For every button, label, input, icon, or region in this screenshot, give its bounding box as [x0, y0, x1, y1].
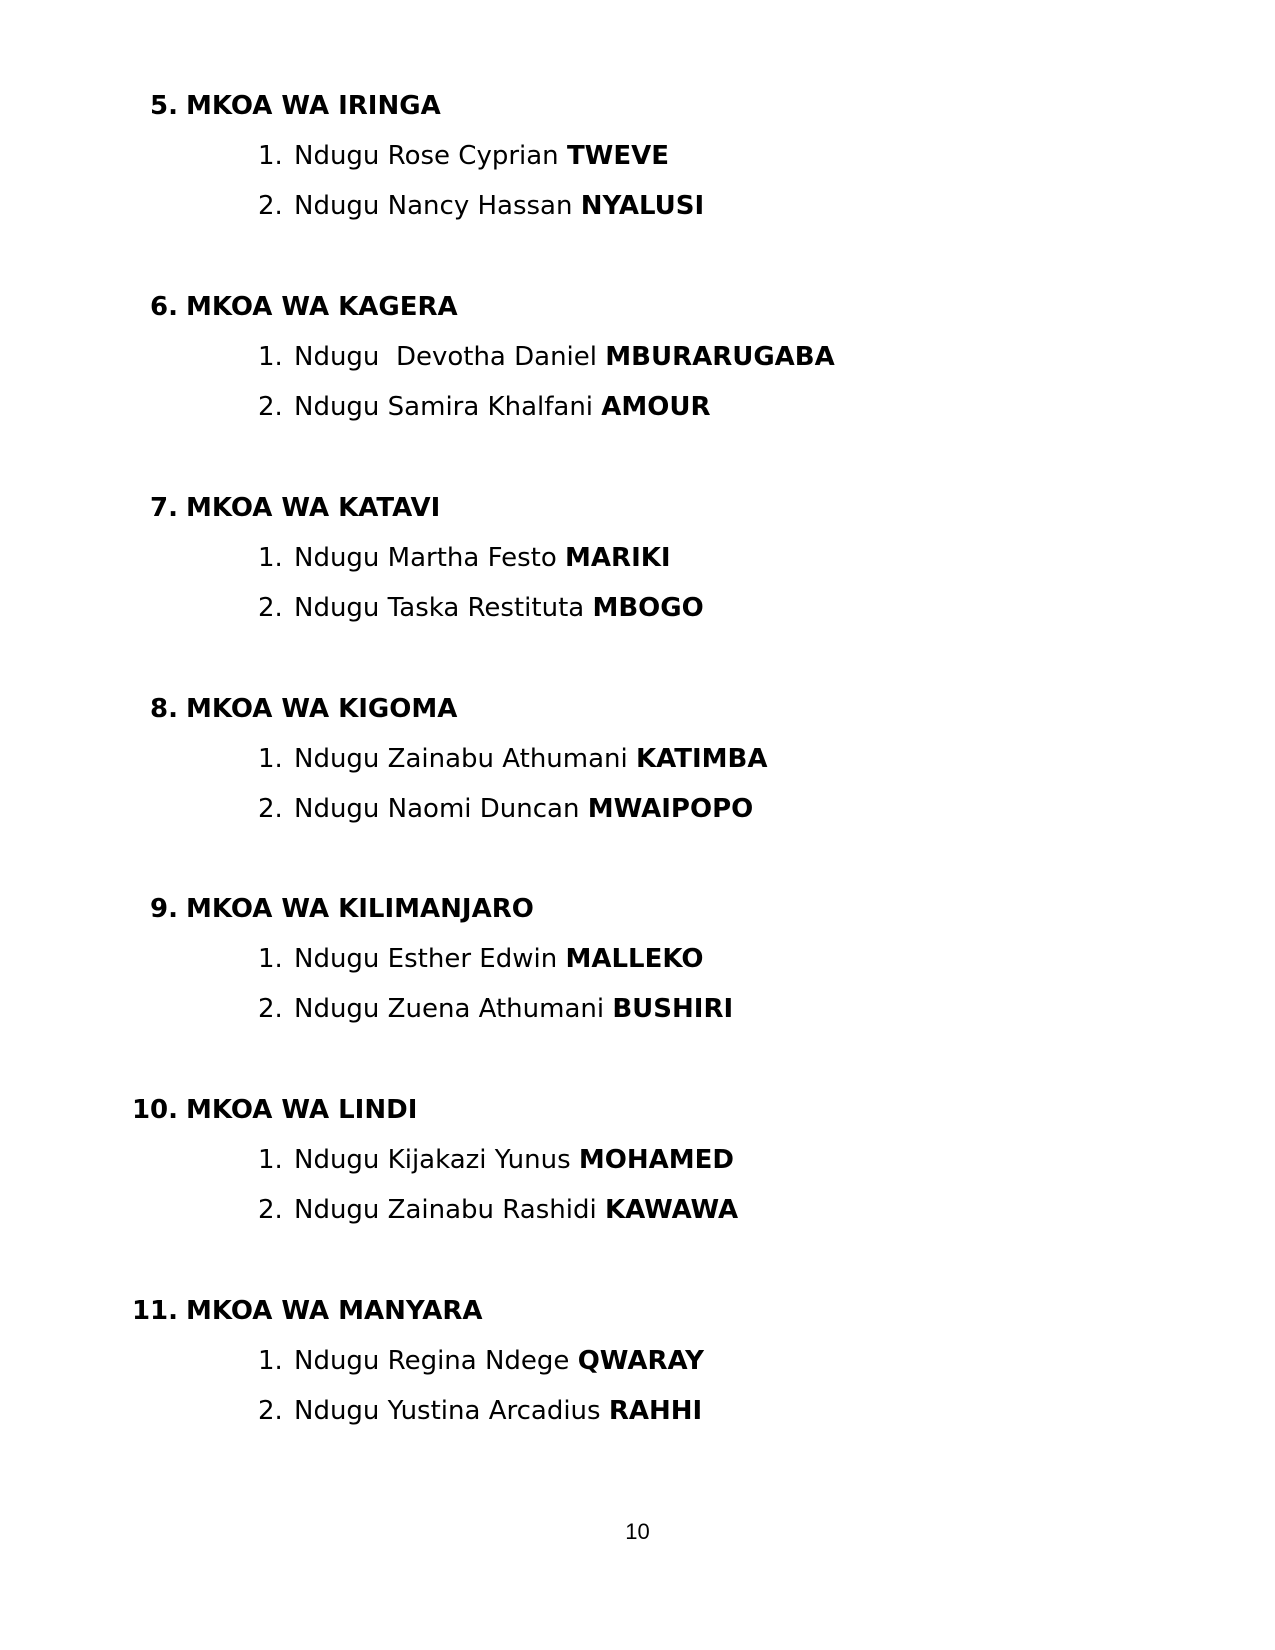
- region-number: 5.: [150, 91, 178, 121]
- member-item: [258, 390, 711, 424]
- member-surname: BUSHIRI: [612, 994, 734, 1024]
- member-given-name: Ndugu Regina Ndege: [294, 1346, 570, 1376]
- member-given-name: Ndugu Martha Festo: [294, 543, 557, 573]
- member-given-name: Ndugu Kijakazi Yunus: [294, 1145, 571, 1175]
- member-given-name: Ndugu Taska Restituta: [294, 593, 585, 623]
- member-surname: MARIKI: [565, 543, 671, 573]
- member-given-name: Ndugu Samira Khalfani: [294, 392, 594, 422]
- region-title: MKOA WA MANYARA: [186, 1296, 483, 1326]
- member-index: 1.: [258, 1145, 283, 1175]
- member-given-name: Ndugu Nancy Hassan: [294, 191, 573, 221]
- region-number: 10.: [131, 1095, 178, 1125]
- member-given-name: Ndugu Rose Cyprian: [294, 141, 559, 171]
- member-index: 2.: [258, 994, 283, 1024]
- region-title: MKOA WA KIGOMA: [186, 694, 458, 724]
- member-item: [258, 1193, 738, 1227]
- member-item: [258, 541, 671, 575]
- member-surname: KAWAWA: [604, 1195, 739, 1225]
- member-surname: MWAIPOPO: [587, 794, 754, 824]
- member-item: [258, 591, 704, 625]
- member-surname: TWEVE: [566, 141, 669, 171]
- member-index: 2.: [258, 1195, 283, 1225]
- member-item: [258, 1394, 702, 1428]
- member-index: 1.: [258, 1346, 283, 1376]
- member-given-name: Ndugu Zuena Athumani: [294, 994, 605, 1024]
- region-heading: [110, 1294, 482, 1328]
- member-item: [258, 189, 704, 223]
- member-surname: QWARAY: [577, 1346, 704, 1376]
- region-heading: [126, 692, 457, 726]
- member-given-name: Ndugu Zainabu Athumani: [294, 744, 628, 774]
- region-number: 6.: [150, 292, 178, 322]
- member-index: 1.: [258, 141, 283, 171]
- member-item: [258, 340, 835, 374]
- member-surname: MBURARUGABA: [605, 342, 835, 372]
- member-surname: AMOUR: [601, 392, 711, 422]
- member-index: 2.: [258, 191, 283, 221]
- member-item: [258, 1344, 704, 1378]
- member-surname: NYALUSI: [580, 191, 705, 221]
- region-heading: [126, 892, 534, 926]
- member-given-name: Ndugu Esther Edwin: [294, 944, 558, 974]
- member-index: 1.: [258, 543, 283, 573]
- region-number: 7.: [150, 493, 178, 523]
- member-given-name: Ndugu Zainabu Rashidi: [294, 1195, 597, 1225]
- region-number: 8.: [150, 694, 178, 724]
- page-number: 10: [625, 1519, 650, 1544]
- member-index: 1.: [258, 944, 283, 974]
- region-heading: [126, 89, 441, 123]
- member-index: 1.: [258, 744, 283, 774]
- member-surname: MALLEKO: [565, 944, 704, 974]
- member-index: 1.: [258, 342, 283, 372]
- member-surname: MOHAMED: [578, 1145, 734, 1175]
- member-given-name: Ndugu Naomi Duncan: [294, 794, 580, 824]
- region-heading: [126, 491, 440, 525]
- region-heading: [110, 1093, 417, 1127]
- member-surname: MBOGO: [592, 593, 704, 623]
- member-surname: RAHHI: [608, 1396, 703, 1426]
- region-title: MKOA WA KAGERA: [186, 292, 458, 322]
- member-index: 2.: [258, 593, 283, 623]
- member-given-name: Ndugu Devotha Daniel: [294, 342, 597, 372]
- region-title: MKOA WA KATAVI: [186, 493, 441, 523]
- region-title: MKOA WA LINDI: [186, 1095, 418, 1125]
- region-title: MKOA WA IRINGA: [186, 91, 441, 121]
- member-item: [258, 1143, 734, 1177]
- member-item: [258, 942, 703, 976]
- member-item: [258, 139, 669, 173]
- region-title: MKOA WA KILIMANJARO: [186, 894, 534, 924]
- member-index: 2.: [258, 392, 283, 422]
- region-number: 11.: [131, 1296, 178, 1326]
- member-item: [258, 792, 753, 826]
- member-item: [258, 742, 768, 776]
- member-item: [258, 992, 733, 1026]
- region-heading: [126, 290, 458, 324]
- member-surname: KATIMBA: [636, 744, 768, 774]
- member-index: 2.: [258, 1396, 283, 1426]
- member-index: 2.: [258, 794, 283, 824]
- region-number: 9.: [150, 894, 178, 924]
- member-given-name: Ndugu Yustina Arcadius: [294, 1396, 601, 1426]
